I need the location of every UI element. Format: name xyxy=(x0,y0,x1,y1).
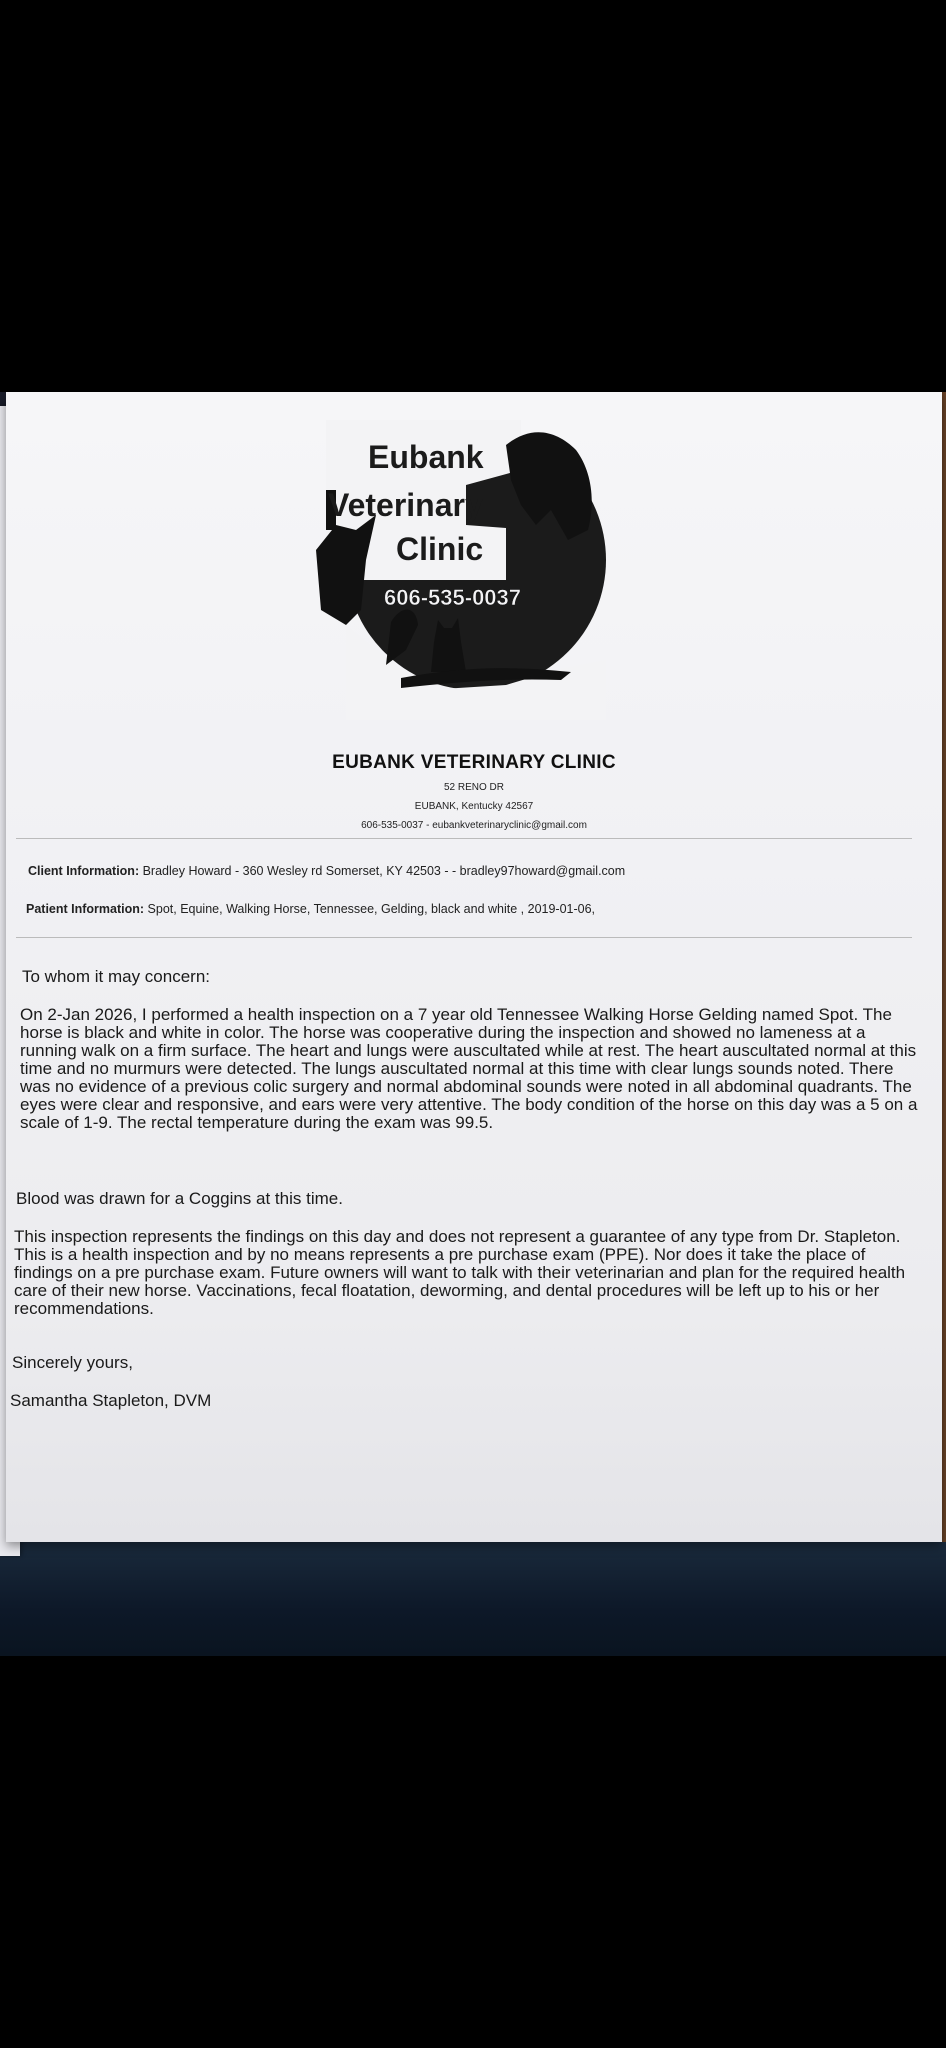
client-information xyxy=(28,864,625,878)
paragraph-2-text: Blood was drawn for a Coggins at this time. xyxy=(16,1189,343,1208)
patient-value: Spot, Equine, Walking Horse, Tennessee, Gelding, black and white , 2019-01-06, xyxy=(144,902,596,916)
signature-text: Samantha Stapleton, DVM xyxy=(10,1391,212,1410)
closing xyxy=(12,1354,912,1372)
salutation-text: To whom it may concern: xyxy=(22,967,211,986)
closing-text: Sincerely yours, xyxy=(12,1353,133,1372)
clinic-contact: 606-535-0037 - eubankveterinaryclinic@gmail.com xyxy=(361,820,587,831)
letter-sheet xyxy=(6,392,942,1542)
logo-line2: Veterinary xyxy=(328,487,483,523)
salutation xyxy=(22,968,922,986)
paragraph-3-text: This inspection represents the findings on this day and does not represent a guarantee of any type from Dr. Stapleton. This is a health inspection and by no means represents a pre purchase exam (PPE). Nor does it take the place of findings on a pre purchase exam. Future owners will want to talk with their veterinarian and plan for the required health care of their new horse. Vaccinations, fecal floatation, deworming, and dental procedures will be left up to his or her recommendations. xyxy=(14,1227,906,1318)
logo-phone: 606-535-0037 xyxy=(384,585,522,610)
patient-information xyxy=(26,902,595,916)
clinic-street: 52 RENO DR xyxy=(443,782,504,793)
logo-line1: Eubank xyxy=(368,439,484,475)
divider-bottom xyxy=(16,937,912,938)
paragraph-1 xyxy=(20,1006,920,1132)
signature xyxy=(10,1392,910,1410)
client-label: Client Information: xyxy=(28,864,140,878)
divider-top xyxy=(16,838,912,839)
logo-line3: Clinic xyxy=(396,531,484,567)
paragraph-3 xyxy=(14,1228,916,1318)
tablecloth xyxy=(0,1542,946,1656)
client-value: Bradley Howard - 360 Wesley rd Somerset, KY 42503 - - bradley97howard@gmail.com xyxy=(139,864,626,878)
patient-label: Patient Information: xyxy=(26,902,145,916)
photo-area xyxy=(0,392,946,1656)
paragraph-2 xyxy=(16,1190,916,1208)
clinic-logo xyxy=(306,410,606,720)
clinic-city: EUBANK, Kentucky 42567 xyxy=(414,801,534,812)
clinic-name: EUBANK VETERINARY CLINIC xyxy=(332,752,616,773)
paragraph-1-text: On 2-Jan 2026, I performed a health inspection on a 7 year old Tennessee Walking Horse Gelding named Spot. The horse is black and white in color. The horse was cooperative during the inspection and showed no lameness at a running walk on a firm surface. The heart and lungs were auscultated while at rest. The heart auscultated normal at this time and no murmurs were detected. The lungs auscultated normal at this time with clear lungs sounds noted. There was no evidence of a previous colic surgery and normal abdominal sounds were noted in all abdominal quadrants. The eyes were clear and responsive, and ears were very attentive. The body condition of the horse on this day was a 5 on a scale of 1-9. The rectal temperature during the exam was 99.5. xyxy=(20,1005,918,1132)
